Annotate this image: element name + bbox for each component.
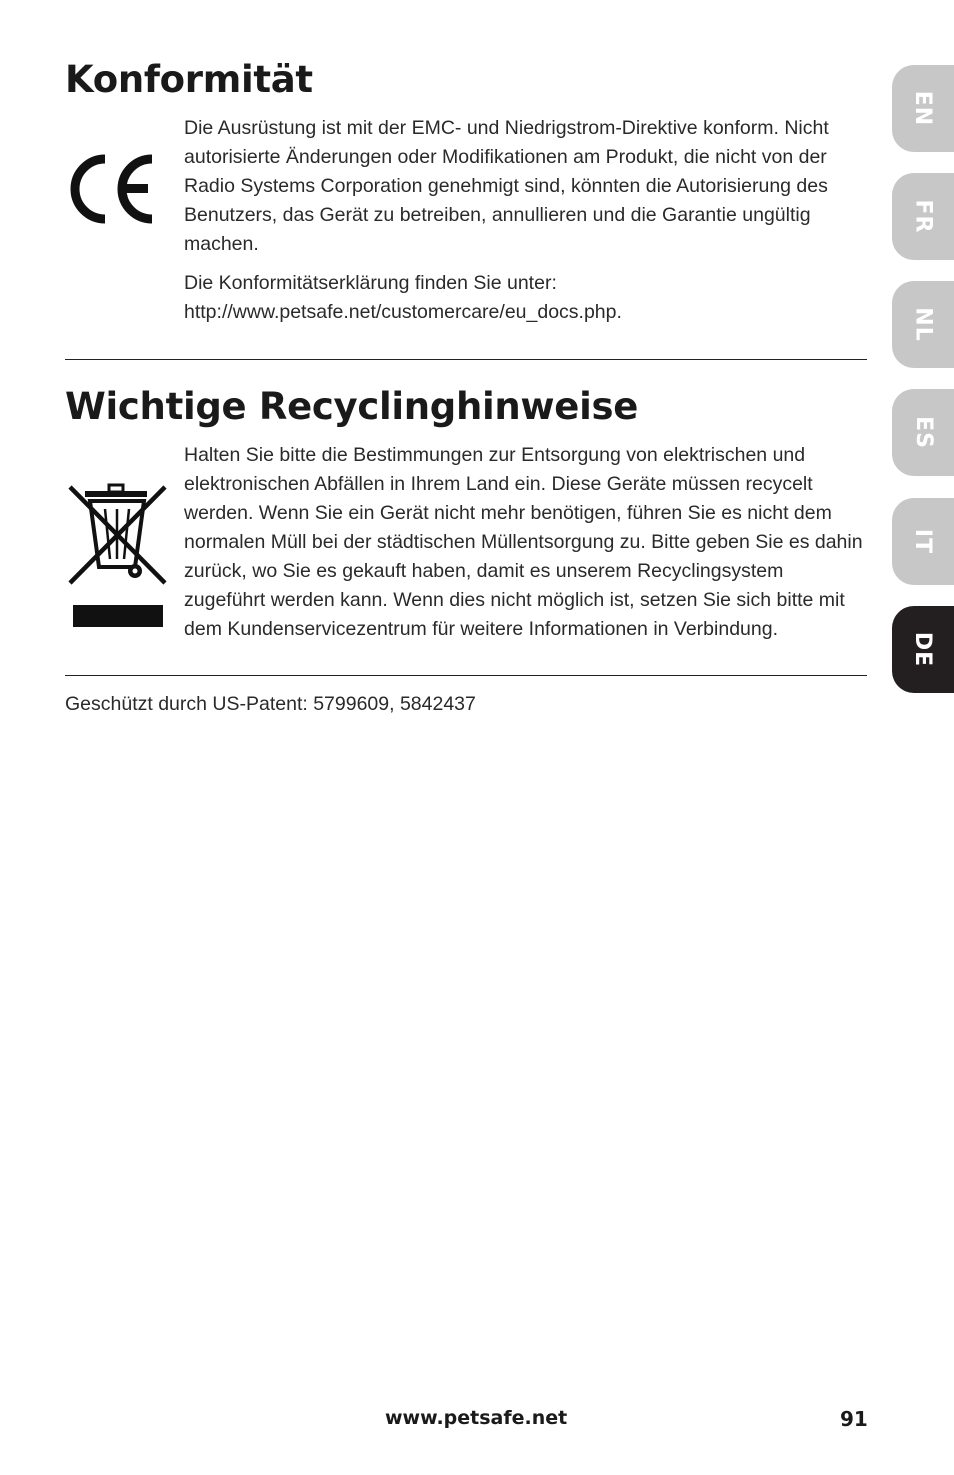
section-divider	[65, 359, 867, 360]
tab-label: DE	[910, 631, 936, 668]
tab-label: EN	[910, 90, 936, 127]
tab-label: FR	[910, 199, 936, 234]
declaration-paragraph: Die Konformitätserklärung finden Sie unter: http://www.petsafe.net/customercare/eu_docs.php.	[184, 272, 622, 323]
language-tab-it[interactable]	[892, 498, 954, 585]
language-tab-fr[interactable]	[892, 173, 954, 260]
footer-url: www.petsafe.net	[385, 1407, 568, 1429]
tab-label: ES	[910, 416, 936, 449]
conformity-heading: Konformität	[65, 58, 313, 101]
section-divider	[65, 675, 867, 676]
recycling-paragraph: Halten Sie bitte die Bestimmungen zur Entsorgung von elektrischen und elektronischen Abfällen in Ihrem Land ein. Diese Geräte müssen recycelt werden. Wenn Sie ein Gerät nicht mehr benötigen, führen Sie es nicht dem normalen Müll bei der städtischen Müllentsorgung zu. Bitte geben Sie es dahin zurück, wo Sie es gekauft haben, damit es unserem Recyclingsystem zugeführt werden kann. Wenn dies nicht möglich ist, setzen Sie sich bitte mit dem Kundenservicezentrum für weitere Informationen in Verbindung.	[184, 444, 863, 640]
weee-crossed-bin-icon	[65, 479, 175, 634]
tab-label: IT	[910, 528, 936, 555]
language-tab-nl[interactable]	[892, 281, 954, 368]
page-number: 91	[840, 1407, 868, 1431]
language-tab-en[interactable]	[892, 65, 954, 152]
ce-mark-icon	[63, 150, 159, 228]
patent-note: Geschützt durch US-Patent: 5799609, 5842437	[65, 693, 476, 715]
language-tab-de[interactable]	[892, 606, 954, 693]
conformity-paragraph: Die Ausrüstung ist mit der EMC- und Niedrigstrom-Direktive konform. Nicht autorisierte Änderungen oder Modifikationen am Produkt, die nicht von der Radio Systems Corporation genehmigt sind, könnten die Autorisierung des Benutzers, das Gerät zu betreiben, annullieren und die Garantie ungültig machen.	[184, 117, 829, 255]
recycling-heading: Wichtige Recyclinghinweise	[65, 385, 638, 428]
tab-label: NL	[910, 307, 936, 342]
language-tab-es[interactable]	[892, 389, 954, 476]
